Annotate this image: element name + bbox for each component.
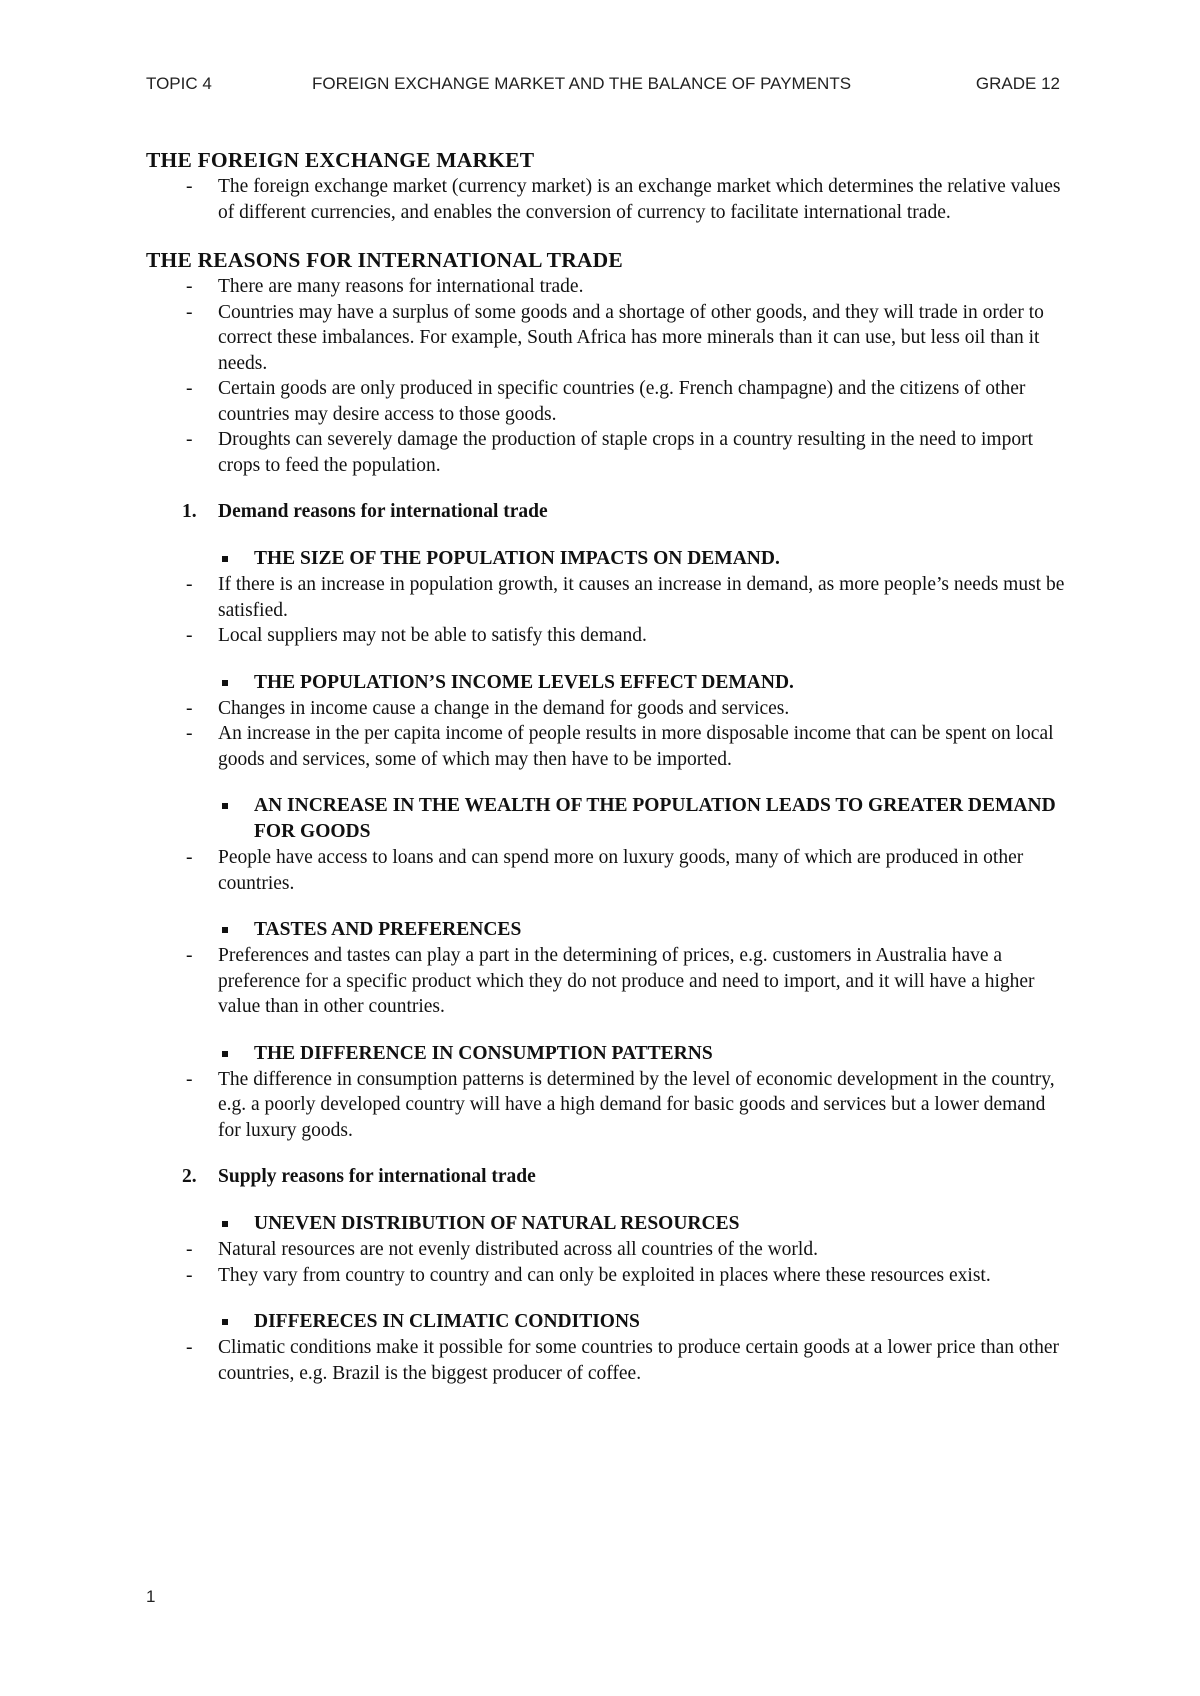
heading-number: 2. [182, 1166, 197, 1187]
header-grade: GRADE 12 [975, 74, 1060, 93]
dash-point: - They vary from country to country and can only be exploited in places where these resources exist. [146, 1263, 1066, 1289]
bullet-heading: TASTES AND PREFERENCES [146, 917, 1066, 943]
heading-number: 1. [182, 501, 197, 522]
dash-point: - People have access to loans and can spend more on luxury goods, many of which are produced in other countries. [146, 845, 1066, 896]
bullet-heading: THE SIZE OF THE POPULATION IMPACTS ON DEMAND. [146, 546, 1066, 572]
header-topic: TOPIC 4 [146, 74, 212, 93]
bullet-heading: UNEVEN DISTRIBUTION OF NATURAL RESOURCES [146, 1211, 1066, 1237]
subsection-points [146, 1067, 1066, 1144]
dash-point: - There are many reasons for international trade. [146, 274, 1066, 300]
dash-point: - Natural resources are not evenly distributed across all countries of the world. [146, 1237, 1066, 1263]
dash-point: - The foreign exchange market (currency market) is an exchange market which determines the relative values of different currencies, and enables the conversion of currency to facilitate international trade. [146, 174, 1066, 225]
dash-point: - Climatic conditions make it possible for some countries to produce certain goods at a lower price than other countries, e.g. Brazil is the biggest producer of coffee. [146, 1335, 1066, 1386]
bullet-heading: THE POPULATION’S INCOME LEVELS EFFECT DEMAND. [146, 670, 1066, 696]
section-points [146, 274, 1066, 478]
document-body [146, 146, 1066, 1386]
bullet-heading: AN INCREASE IN THE WEALTH OF THE POPULATION LEADS TO GREATER DEMAND FOR GOODS [146, 793, 1066, 845]
heading-text: Demand reasons for international trade [218, 501, 548, 522]
bullet-heading: THE DIFFERENCE IN CONSUMPTION PATTERNS [146, 1041, 1066, 1067]
header-title: FOREIGN EXCHANGE MARKET AND THE BALANCE OF PAYMENTS [312, 74, 852, 93]
square-bullet-icon [222, 556, 228, 562]
numbered-heading [146, 1164, 1066, 1190]
dash-point: - Droughts can severely damage the production of staple crops in a country resulting in the need to import crops to feed the population. [146, 427, 1066, 478]
square-bullet-icon [222, 1051, 228, 1057]
subsection-points [146, 845, 1066, 896]
section-heading: THE REASONS FOR INTERNATIONAL TRADE [146, 248, 623, 272]
section-heading: THE FOREIGN EXCHANGE MARKET [146, 148, 535, 172]
dash-point: - Preferences and tastes can play a part in the determining of prices, e.g. customers in Australia have a preference for a specific product which they do not produce and need to import, and it will have a higher value than in other countries. [146, 943, 1066, 1020]
dash-point: - Certain goods are only produced in specific countries (e.g. French champagne) and the citizens of other countries may desire access to those goods. [146, 376, 1066, 427]
square-bullet-icon [222, 1319, 228, 1325]
dash-point: - An increase in the per capita income of people results in more disposable income that can be spent on local goods and services, some of which may then have to be imported. [146, 721, 1066, 772]
subsection-points [146, 1237, 1066, 1288]
page-number: 1 [146, 1587, 156, 1606]
subsection-points [146, 1335, 1066, 1386]
subsection-points [146, 943, 1066, 1020]
dash-point: - If there is an increase in population growth, it causes an increase in demand, as more people’s needs must be satisfied. [146, 572, 1066, 623]
dash-point: - The difference in consumption patterns is determined by the level of economic development in the country, e.g. a poorly developed country will have a high demand for basic goods and services but a lower demand for luxury goods. [146, 1067, 1066, 1144]
dash-point: - Local suppliers may not be able to satisfy this demand. [146, 623, 1066, 649]
running-header [146, 74, 1060, 100]
dash-point: - Countries may have a surplus of some goods and a shortage of other goods, and they will trade in order to correct these imbalances. For example, South Africa has more minerals than it can use, but less oil than it needs. [146, 300, 1066, 377]
subsection-points [146, 572, 1066, 649]
square-bullet-icon [222, 803, 228, 809]
square-bullet-icon [222, 1221, 228, 1227]
square-bullet-icon [222, 927, 228, 933]
section-points [146, 174, 1066, 225]
subsection-points [146, 696, 1066, 773]
dash-point: - Changes in income cause a change in the demand for goods and services. [146, 696, 1066, 722]
numbered-heading [146, 499, 1066, 525]
square-bullet-icon [222, 680, 228, 686]
bullet-heading: DIFFERECES IN CLIMATIC CONDITIONS [146, 1309, 1066, 1335]
heading-text: Supply reasons for international trade [218, 1166, 536, 1187]
